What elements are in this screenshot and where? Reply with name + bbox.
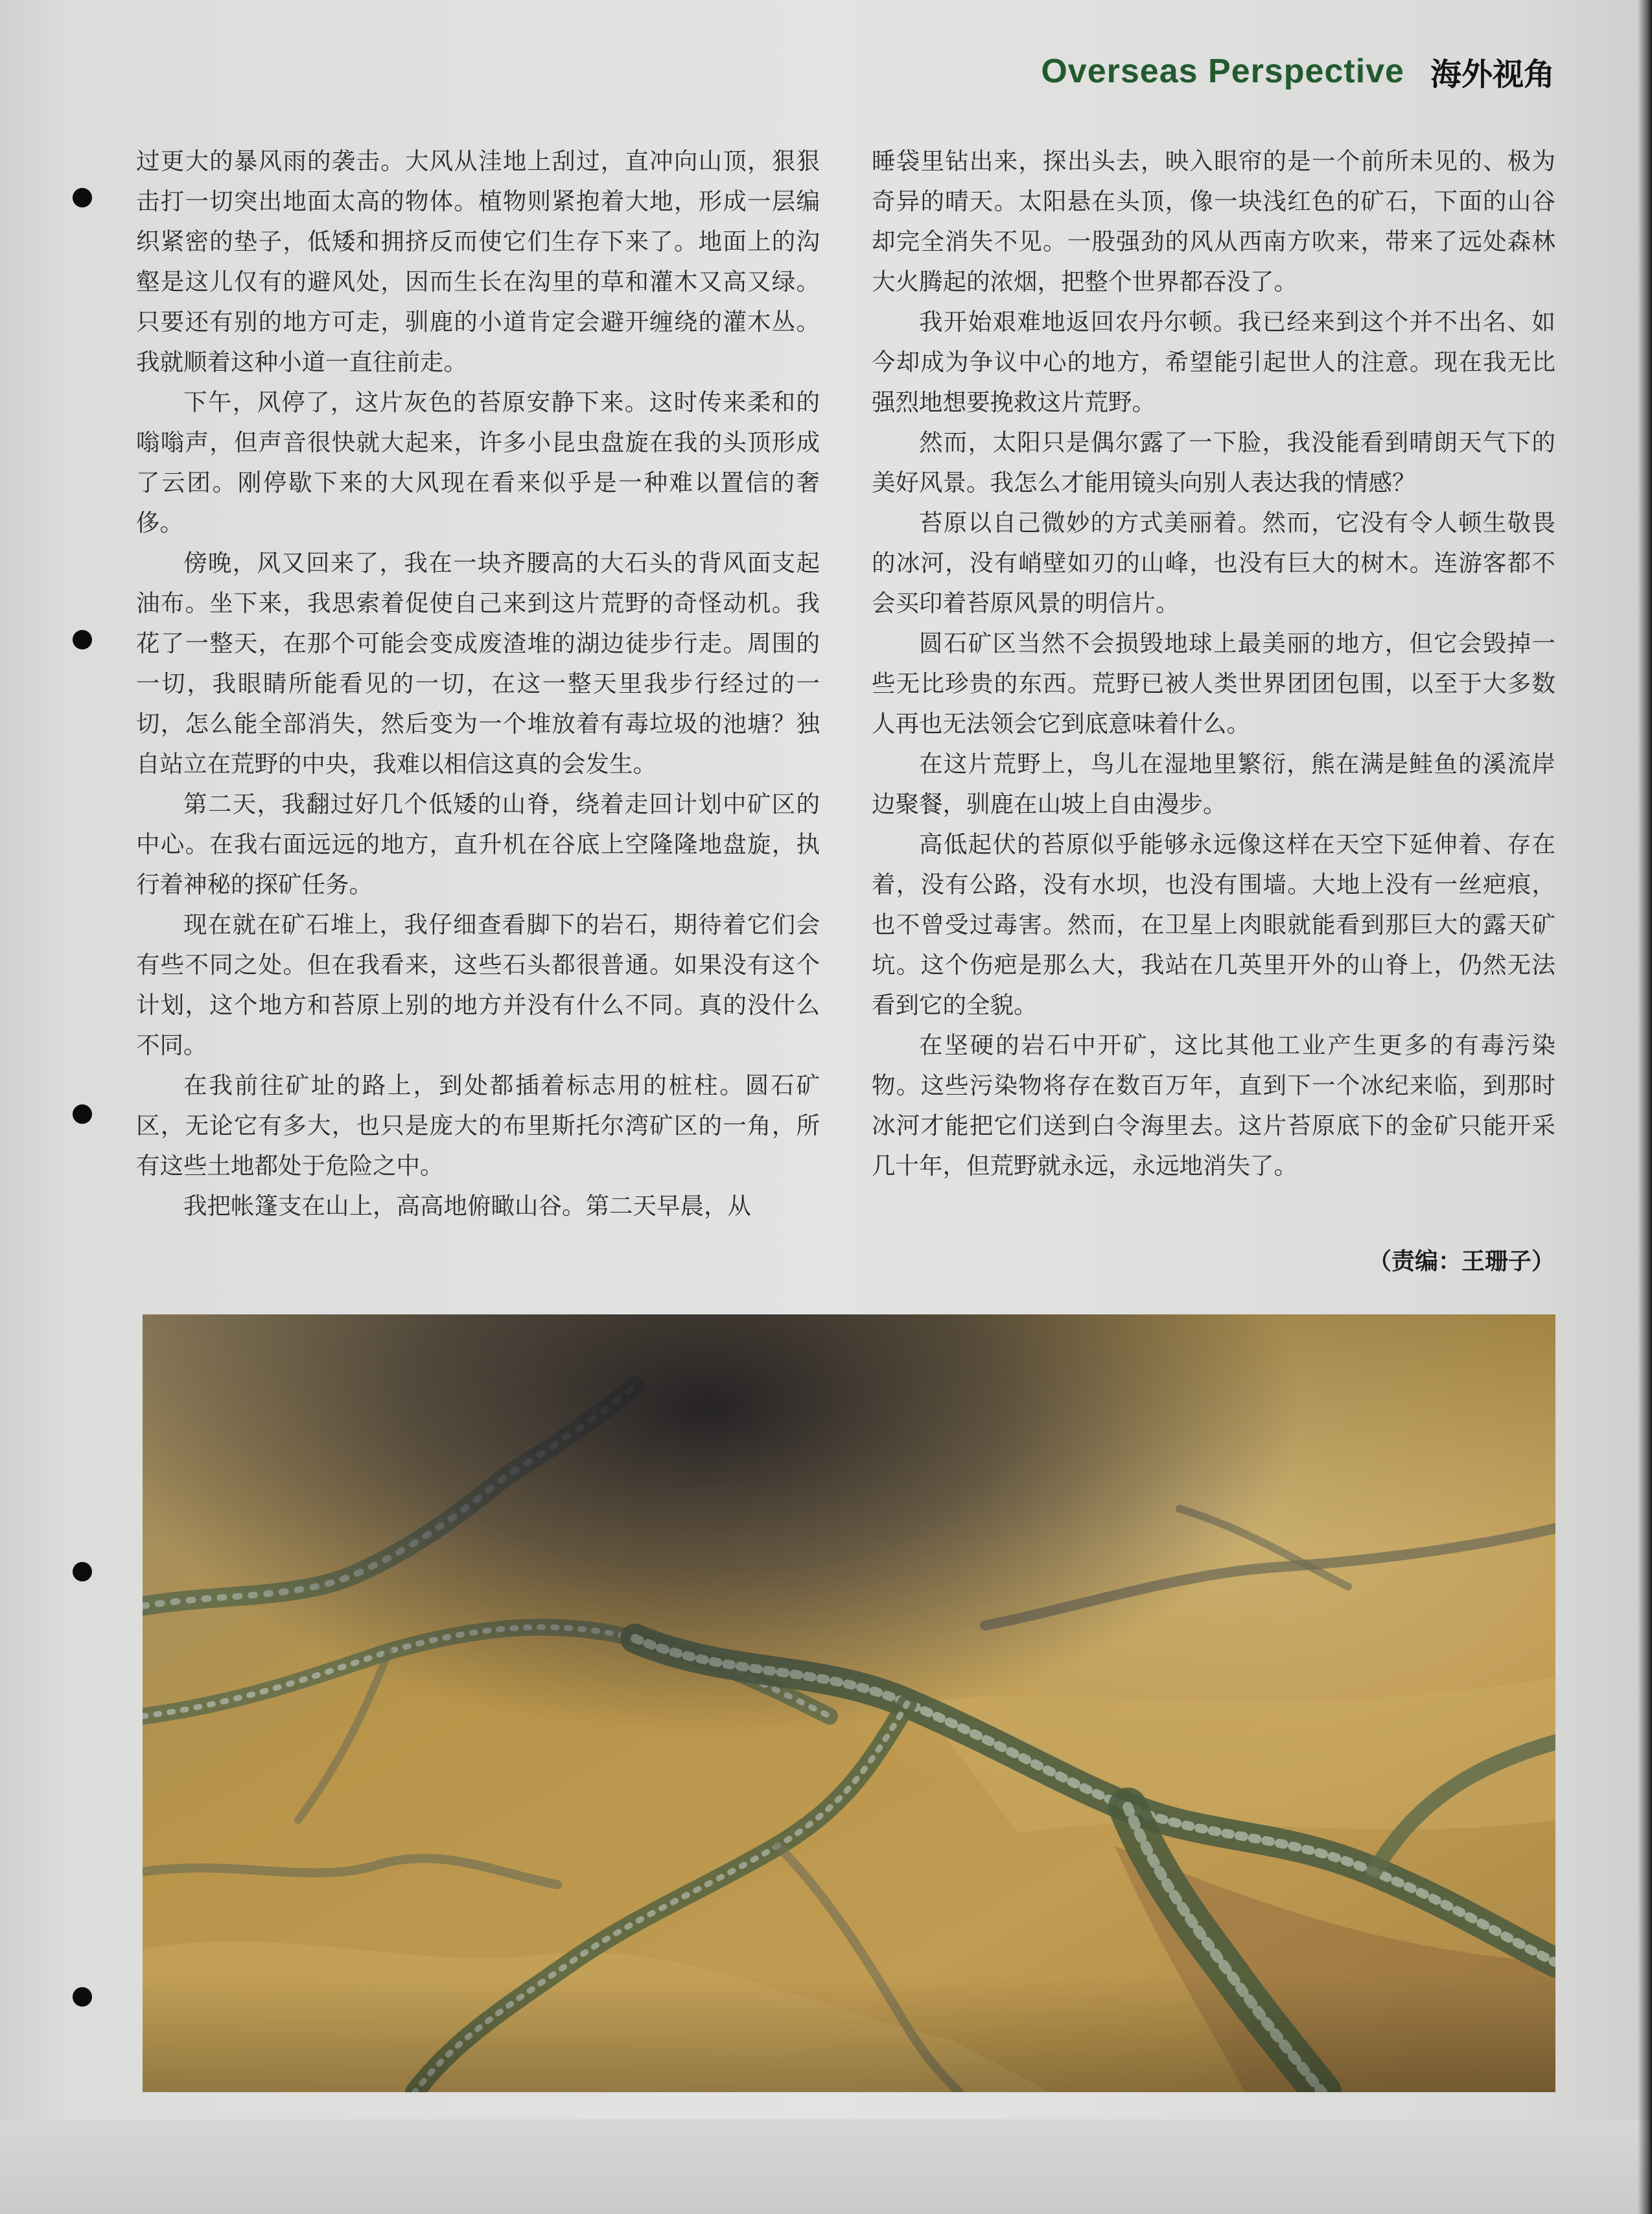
- binding-hole: [73, 1987, 92, 2007]
- paragraph: 在我前往矿址的路上，到处都插着标志用的桩柱。圆石矿区，无论它有多大，也只是庞大的布里斯托尔湾矿区的一角，所有这些土地都处于危险之中。: [136, 1071, 820, 1180]
- section-header: [1041, 49, 1555, 94]
- paragraph: 然而，太阳只是偶尔露了一下脸，我没能看到晴朗天气下的美好风景。我怎么才能用镜头向别人表达我的情感？: [872, 428, 1555, 496]
- binding-hole: [73, 1104, 92, 1124]
- paragraph: 在坚硬的岩石中开矿，这比其他工业产生更多的有毒污染物。这些污染物将存在数百万年，直到下一个冰纪来临，到那时冰河才能把它们送到白令海里去。这片苔原底下的金矿只能开采几十年，但荒野就永远，永远地消失了。: [872, 1031, 1555, 1180]
- page-bottom-margin: [0, 2119, 1652, 2214]
- paragraph: 下午，风停了，这片灰色的苔原安静下来。这时传来柔和的嗡嗡声，但声音很快就大起来，许多小昆虫盘旋在我的头顶形成了云团。刚停歇下来的大风现在看来似乎是一种难以置信的奢侈。: [136, 388, 820, 537]
- paragraph: 在这片荒野上，鸟儿在湿地里繁衍，熊在满是鲑鱼的溪流岸边聚餐，驯鹿在山坡上自由漫步。: [872, 750, 1555, 818]
- tundra-photo-image: [143, 1314, 1555, 2092]
- paragraph: 我把帐篷支在山上，高高地俯瞰山谷。第二天早晨，从: [183, 1192, 751, 1220]
- paragraph: 睡袋里钻出来，探出头去，映入眼帘的是一个前所未见的、极为奇异的晴天。太阳悬在头顶，像一块浅红色的矿石，下面的山谷却完全消失不见。一股强劲的风从西南方吹来，带来了远处森林大火腾起的浓烟，把整个世界都吞没了。: [872, 147, 1555, 296]
- article-column-left: [136, 141, 820, 1226]
- paragraph: 圆石矿区当然不会损毁地球上最美丽的地方，但它会毁掉一些无比珍贵的东西。荒野已被人类世界团团包围，以至于大多数人再也无法领会它到底意味着什么。: [872, 629, 1555, 738]
- paragraph: 傍晚，风又回来了，我在一块齐腰高的大石头的背风面支起油布。坐下来，我思索着促使自己来到这片荒野的奇怪动机。我花了一整天，在那个可能会变成废渣堆的湖边徒步行走。周围的一切，我眼睛所能看见的一切，在这一整天里我步行经过的一切，怎么能全部消失，然后变为一个堆放着有毒垃圾的池塘？独自站立在荒野的中央，我难以相信这真的会发生。: [136, 549, 820, 778]
- section-title-en: Overseas Perspective: [1041, 52, 1404, 90]
- binding-hole: [73, 630, 92, 649]
- binding-hole: [73, 1562, 92, 1581]
- tundra-photo: [143, 1314, 1555, 2092]
- paragraph: 第二天，我翻过好几个低矮的山脊，绕着走回计划中矿区的中心。在我右面远远的地方，直升机在谷底上空隆隆地盘旋，执行着神秘的探矿任务。: [136, 790, 820, 898]
- editor-credit: （责编：王珊子）: [1367, 1248, 1555, 1275]
- binding-hole: [73, 188, 92, 207]
- paragraph: 过更大的暴风雨的袭击。大风从洼地上刮过，直冲向山顶，狠狠击打一切突出地面太高的物体。植物则紧抱着大地，形成一层编织紧密的垫子，低矮和拥挤反而使它们生存下来了。地面上的沟壑是这儿仅有的避风处，因而生长在沟里的草和灌木又高又绿。只要还有别的地方可走，驯鹿的小道肯定会避开缠绕的灌木丛。我就顺着这种小道一直往前走。: [136, 147, 820, 376]
- article-column-right: [872, 141, 1555, 1186]
- paragraph: 我开始艰难地返回农丹尔顿。我已经来到这个并不出名、如今却成为争议中心的地方，希望能引起世人的注意。现在我无比强烈地想要挽救这片荒野。: [872, 308, 1555, 416]
- paragraph: 苔原以自己微妙的方式美丽着。然而，它没有令人顿生敬畏的冰河，没有峭壁如刃的山峰，也没有巨大的树木。连游客都不会买印着苔原风景的明信片。: [872, 509, 1555, 617]
- section-title-zh: 海外视角: [1430, 56, 1555, 93]
- paragraph: 现在就在矿石堆上，我仔细查看脚下的岩石，期待着它们会有些不同之处。但在我看来，这些石头都很普通。如果没有这个计划，这个地方和苔原上别的地方并没有什么不同。真的没什么不同。: [136, 911, 820, 1059]
- scan-edge-shadow: [1638, 0, 1652, 2214]
- paragraph: 高低起伏的苔原似乎能够永远像这样在天空下延伸着、存在着，没有公路，没有水坝，也没有围墙。大地上没有一丝疤痕，也不曾受过毒害。然而，在卫星上肉眼就能看到那巨大的露天矿坑。这个伤疤是那么大，我站在几英里开外的山脊上，仍然无法看到它的全貌。: [872, 830, 1555, 1019]
